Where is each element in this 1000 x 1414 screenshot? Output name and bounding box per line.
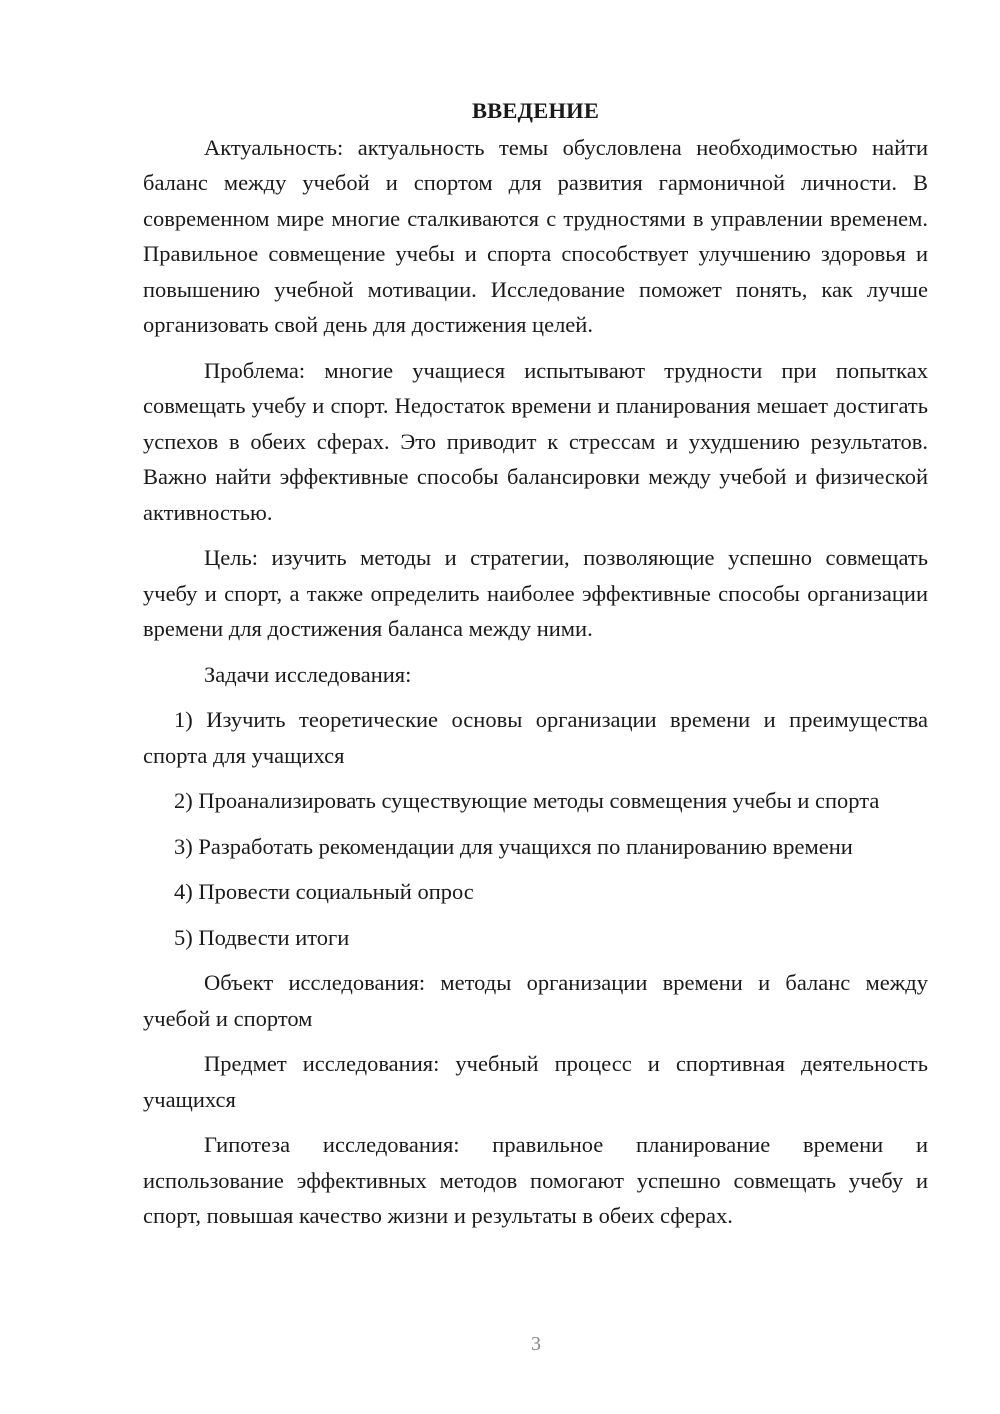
problem-paragraph: Проблема: многие учащиеся испытывают трудности при попытках совмещать учебу и спорт. Недостаток времени и планирования мешает достигать успехов в обеих сферах. Это приводит к стрессам и ухудшению результатов. Важно найти эффективные способы балансировки между учебой и физической активностью. — [143, 357, 928, 525]
relevance-paragraph: Актуальность: актуальность темы обусловлена необходимостью найти баланс между учебой и спортом для развития гармоничной личности. В современном мире многие сталкиваются с трудностями в управлении временем. Правильное совмещение учебы и спорта способствует улучшению здоровья и повышению учебной мотивации. Исследование поможет понять, как лучше организовать свой день для достижения целей. — [143, 134, 928, 337]
task-item-4: 4) Провести социальный опрос — [174, 879, 474, 904]
section-title: ВВЕДЕНИЕ — [471, 98, 600, 123]
goal-paragraph: Цель: изучить методы и стратегии, позволяющие успешно совмещать учебу и спорт, а также определить наиболее эффективные способы организации времени для достижения баланса между ними. — [143, 545, 928, 641]
document-body — [143, 93, 928, 1244]
page-number: 3 — [531, 1333, 541, 1355]
task-item-3: 3) Разработать рекомендации для учащихся по планированию времени — [174, 833, 853, 859]
subject-paragraph: Предмет исследования: учебный процесс и спортивная деятельность учащихся — [143, 1051, 928, 1112]
task-item-5: 5) Подвести итоги — [174, 924, 350, 950]
task-item-1: 1) Изучить теоретические основы организации времени и преимущества спорта для учащихся — [143, 707, 928, 768]
tasks-heading: Задачи исследования: — [204, 661, 412, 687]
object-paragraph: Объект исследования: методы организации времени и баланс между учебой и спортом — [143, 970, 928, 1031]
task-item-2: 2) Проанализировать существующие методы совмещения учебы и спорта — [174, 788, 880, 813]
hypothesis-paragraph: Гипотеза исследования: правильное планирование времени и использование эффективных методов помогают успешно совмещать учебу и спорт, повышая качество жизни и результаты в обеих сферах. — [143, 1132, 928, 1228]
